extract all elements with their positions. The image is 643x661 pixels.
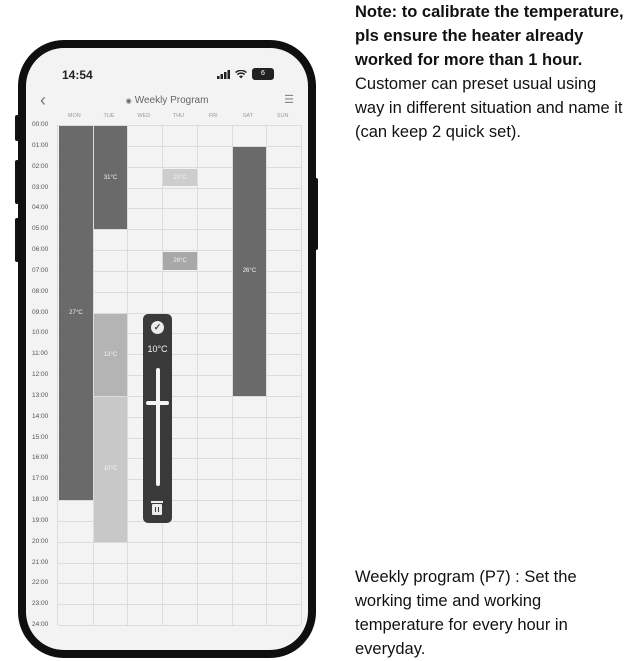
schedule-block[interactable]: [233, 147, 267, 396]
schedule-block[interactable]: [163, 169, 197, 187]
day-header: TUE: [103, 113, 115, 119]
note-body: Customer can preset usual using way in different situation and name it (can keep 2 quick set).: [355, 75, 623, 141]
slider-temperature: 10°C: [147, 344, 168, 354]
hour-label: 19:00: [32, 516, 49, 524]
hour-label: 12:00: [32, 371, 49, 378]
schedule-block-temp: 10°C: [103, 466, 118, 473]
schedule-block[interactable]: [59, 126, 93, 500]
day-header: MON: [67, 113, 81, 119]
schedule-block-temp: 26°C: [242, 268, 257, 275]
hour-label: 03:00: [32, 183, 49, 191]
battery-icon: 6: [252, 68, 274, 80]
schedule-block-temp: 31°C: [103, 174, 118, 181]
note-text: [355, 0, 630, 144]
hour-label: 09:00: [32, 308, 49, 316]
phone-frame: [18, 40, 316, 658]
status-icons: [217, 68, 274, 80]
temperature-slider-handle[interactable]: [146, 401, 169, 405]
weekly-program-caption: Weekly program (P7) : Set the working time and working temperature for every hour in everyday.: [355, 568, 577, 658]
schedule-block-temp: 10°C: [173, 174, 187, 181]
hour-label: 05:00: [32, 225, 49, 233]
program-dot-icon: ◉: [125, 98, 132, 105]
temperature-slider-popup: [143, 314, 172, 523]
hour-label: 14:00: [32, 412, 49, 420]
schedule-block-temp: 13°C: [103, 351, 118, 358]
day-header: FRI: [208, 113, 218, 119]
day-header: THU: [172, 113, 185, 119]
hour-label: 24:00: [32, 621, 49, 628]
confirm-check-icon[interactable]: ✓: [151, 321, 164, 334]
schedule-block[interactable]: [94, 397, 128, 542]
day-gridline: [301, 125, 302, 625]
page-title: [26, 95, 308, 106]
hour-label: 06:00: [32, 246, 49, 253]
page-title-text: Weekly Program: [134, 95, 209, 106]
hour-label: 23:00: [32, 600, 49, 608]
hour-gridline: [58, 542, 301, 543]
schedule-block[interactable]: [94, 126, 128, 229]
hour-gridline: [58, 563, 301, 564]
day-header: SUN: [276, 113, 289, 119]
hour-gridline: [58, 583, 301, 584]
hour-label: 07:00: [32, 266, 49, 274]
hour-label: 16:00: [32, 454, 49, 462]
hour-label: 21:00: [32, 558, 49, 566]
status-time: 14:54: [62, 68, 93, 82]
schedule-block-temp: 27°C: [69, 310, 83, 316]
hour-gridline: [58, 604, 301, 605]
hour-label: 01:00: [32, 141, 49, 149]
day-gridline: [127, 125, 128, 625]
hour-label: 15:00: [32, 433, 49, 441]
temperature-slider-track[interactable]: [156, 368, 160, 486]
schedule-block[interactable]: [163, 252, 197, 270]
hour-gridline: [58, 625, 301, 626]
schedule-block-temp: 26°C: [173, 257, 187, 264]
hour-label: 08:00: [32, 287, 49, 295]
hour-label: 02:00: [32, 162, 49, 170]
phone-screen: [26, 48, 308, 650]
note-bold: Note: to calibrate the temperature, pls ensure the heater already worked for more than 1 hour.: [355, 3, 624, 69]
back-icon[interactable]: ‹: [40, 90, 46, 110]
hour-label: 11:00: [32, 350, 48, 358]
wifi-icon: [235, 70, 247, 79]
hour-label: 13:00: [32, 391, 49, 399]
weekly-schedule-grid[interactable]: [57, 125, 301, 625]
schedule-block[interactable]: [94, 314, 128, 396]
hour-label: 20:00: [32, 537, 49, 545]
day-header: SAT: [242, 113, 254, 119]
hour-label: 10:00: [32, 329, 49, 337]
signal-icon: [217, 70, 230, 79]
hour-label: 18:00: [32, 496, 49, 503]
hour-label: 00:00: [32, 121, 49, 128]
hour-label: 17:00: [32, 475, 49, 483]
menu-icon[interactable]: ☰: [284, 94, 294, 106]
hour-label: 04:00: [32, 204, 49, 212]
day-gridline: [197, 125, 198, 625]
hour-label: 22:00: [32, 579, 49, 587]
delete-trash-icon[interactable]: [152, 504, 162, 515]
day-gridline: [266, 125, 267, 625]
day-header: WED: [137, 113, 151, 119]
